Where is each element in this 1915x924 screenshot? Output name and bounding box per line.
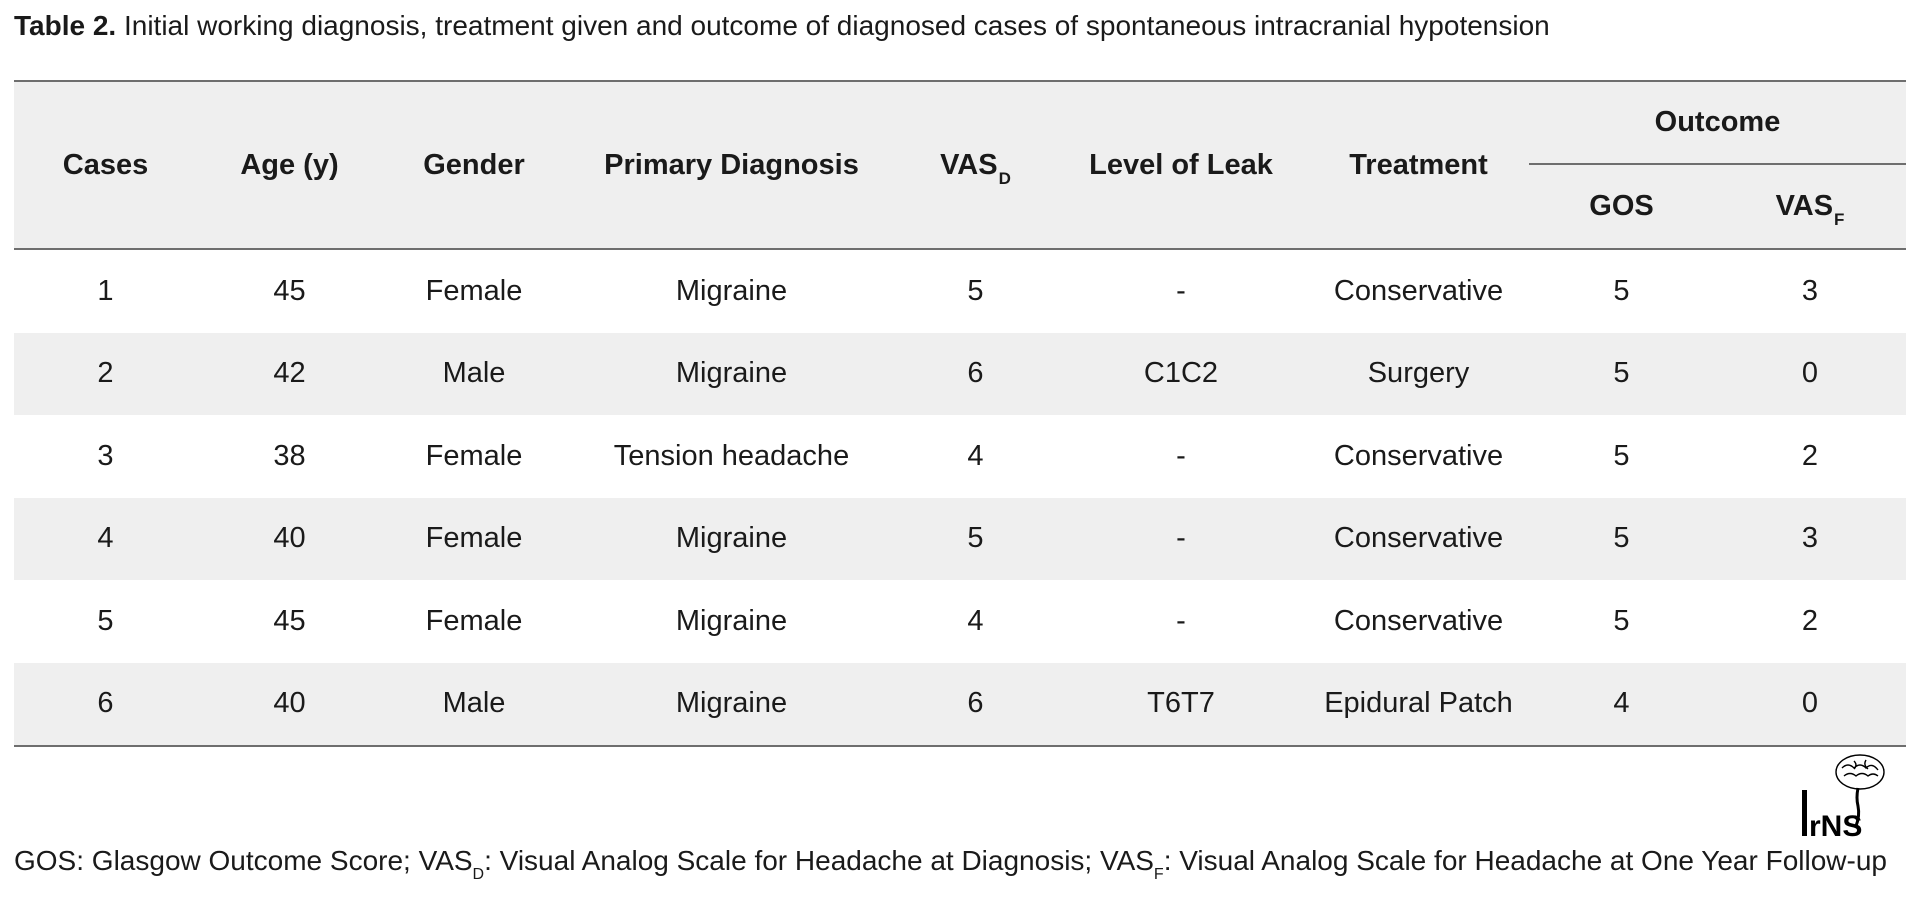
table-row	[14, 415, 1906, 498]
cell-treatment: Conservative	[1333, 604, 1504, 637]
header-vas-d-subscript: D	[998, 168, 1011, 188]
cell-primary-diagnosis: Tension headache	[613, 439, 850, 472]
cell-primary-diagnosis: Migraine	[566, 498, 897, 581]
footnote-part-1: GOS: Glasgow Outcome Score; VAS	[14, 845, 473, 876]
logo-text: rNS	[1809, 810, 1863, 840]
table-row	[14, 498, 1906, 581]
table-row	[14, 333, 1906, 416]
brain-shape	[1836, 755, 1884, 789]
cell-gender: Female	[425, 439, 523, 472]
cell-age: 38	[273, 439, 306, 472]
cell-gender: Male	[382, 333, 566, 416]
table-caption-label: Table 2.	[14, 10, 117, 41]
table-header	[14, 81, 1906, 249]
header-gos: GOS	[1529, 164, 1714, 249]
header-vas-f-label: VAS	[1775, 190, 1834, 222]
header-vas-f-subscript: F	[1834, 210, 1845, 229]
table-row	[14, 580, 1906, 663]
cell-gos: 5	[1613, 439, 1630, 472]
irns-logo	[1800, 752, 1910, 840]
cell-vas-d: 6	[897, 333, 1054, 416]
cell-level-of-leak: C1C2	[1054, 333, 1308, 416]
footnote-part-2: : Visual Analog Scale for Headache at Diagnosis; VAS	[484, 845, 1154, 876]
cell-gender: Female	[425, 604, 523, 637]
cell-gos: 5	[1613, 604, 1630, 637]
cell-level-of-leak: -	[1054, 498, 1308, 581]
cell-gender: Male	[382, 663, 566, 747]
header-outcome-group: Outcome	[1529, 81, 1906, 164]
cell-vas-f: 3	[1801, 274, 1819, 307]
cell-vas-d: 4	[967, 439, 984, 472]
cell-gos: 5	[1613, 274, 1630, 307]
header-vas-f	[1714, 164, 1906, 249]
cell-gos: 4	[1529, 663, 1714, 747]
footnote-subscript-f: F	[1153, 866, 1164, 883]
table-caption-text: Initial working diagnosis, treatment given and outcome of diagnosed cases of spontaneous intracranial hypotension	[116, 10, 1550, 41]
cell-treatment: Conservative	[1308, 498, 1529, 581]
cell-age: 40	[197, 663, 382, 747]
table-footnote	[14, 838, 1909, 889]
cell-case: 5	[97, 604, 114, 637]
cell-vas-d: 5	[897, 498, 1054, 581]
cell-vas-f: 2	[1801, 604, 1819, 637]
cell-treatment: Conservative	[1333, 439, 1504, 472]
cell-vas-d: 6	[897, 663, 1054, 747]
cell-primary-diagnosis: Migraine	[566, 663, 897, 747]
cell-vas-f: 0	[1714, 333, 1906, 416]
cell-case: 2	[14, 333, 197, 416]
table-body	[14, 249, 1906, 746]
cell-vas-f: 2	[1801, 439, 1819, 472]
header-cases: Cases	[14, 81, 197, 249]
cell-case: 6	[14, 663, 197, 747]
header-vas-d-label: VAS	[940, 148, 998, 181]
cell-level-of-leak: T6T7	[1054, 663, 1308, 747]
cell-primary-diagnosis: Migraine	[566, 333, 897, 416]
cell-vas-d: 5	[967, 274, 984, 307]
footnote-subscript-d: D	[472, 866, 485, 883]
cell-gos: 5	[1529, 498, 1714, 581]
cell-case: 4	[14, 498, 197, 581]
header-vas-d	[897, 81, 1054, 249]
table-caption	[14, 8, 1904, 44]
cell-case: 3	[97, 439, 114, 472]
logo-letter-i	[1802, 790, 1807, 836]
cell-case: 1	[97, 274, 114, 307]
cell-age: 45	[273, 604, 306, 637]
data-table	[14, 80, 1906, 747]
cell-vas-f: 0	[1714, 663, 1906, 747]
cell-gender: Female	[382, 498, 566, 581]
cell-vas-d: 4	[967, 604, 984, 637]
cell-age: 40	[197, 498, 382, 581]
cell-gos: 5	[1529, 333, 1714, 416]
header-primary-diagnosis: Primary Diagnosis	[566, 81, 897, 249]
cell-primary-diagnosis: Migraine	[675, 604, 788, 637]
cell-vas-f: 3	[1714, 498, 1906, 581]
cell-level-of-leak: -	[1176, 604, 1186, 637]
footnote-part-3: : Visual Analog Scale for Headache at One Year Follow-up	[1163, 845, 1887, 876]
cell-gender: Female	[425, 274, 523, 307]
table-row	[14, 663, 1906, 747]
cell-age: 42	[197, 333, 382, 416]
cell-primary-diagnosis: Migraine	[675, 274, 788, 307]
cell-treatment: Surgery	[1308, 333, 1529, 416]
header-age: Age (y)	[197, 81, 382, 249]
cell-treatment: Conservative	[1333, 274, 1504, 307]
header-level-of-leak: Level of Leak	[1054, 81, 1308, 249]
data-table-container	[14, 80, 1906, 747]
cell-treatment: Epidural Patch	[1308, 663, 1529, 747]
cell-age: 45	[273, 274, 306, 307]
cell-level-of-leak: -	[1176, 439, 1186, 472]
table-row	[14, 249, 1906, 333]
header-gender: Gender	[382, 81, 566, 249]
cell-level-of-leak: -	[1176, 274, 1186, 307]
header-treatment: Treatment	[1308, 81, 1529, 249]
